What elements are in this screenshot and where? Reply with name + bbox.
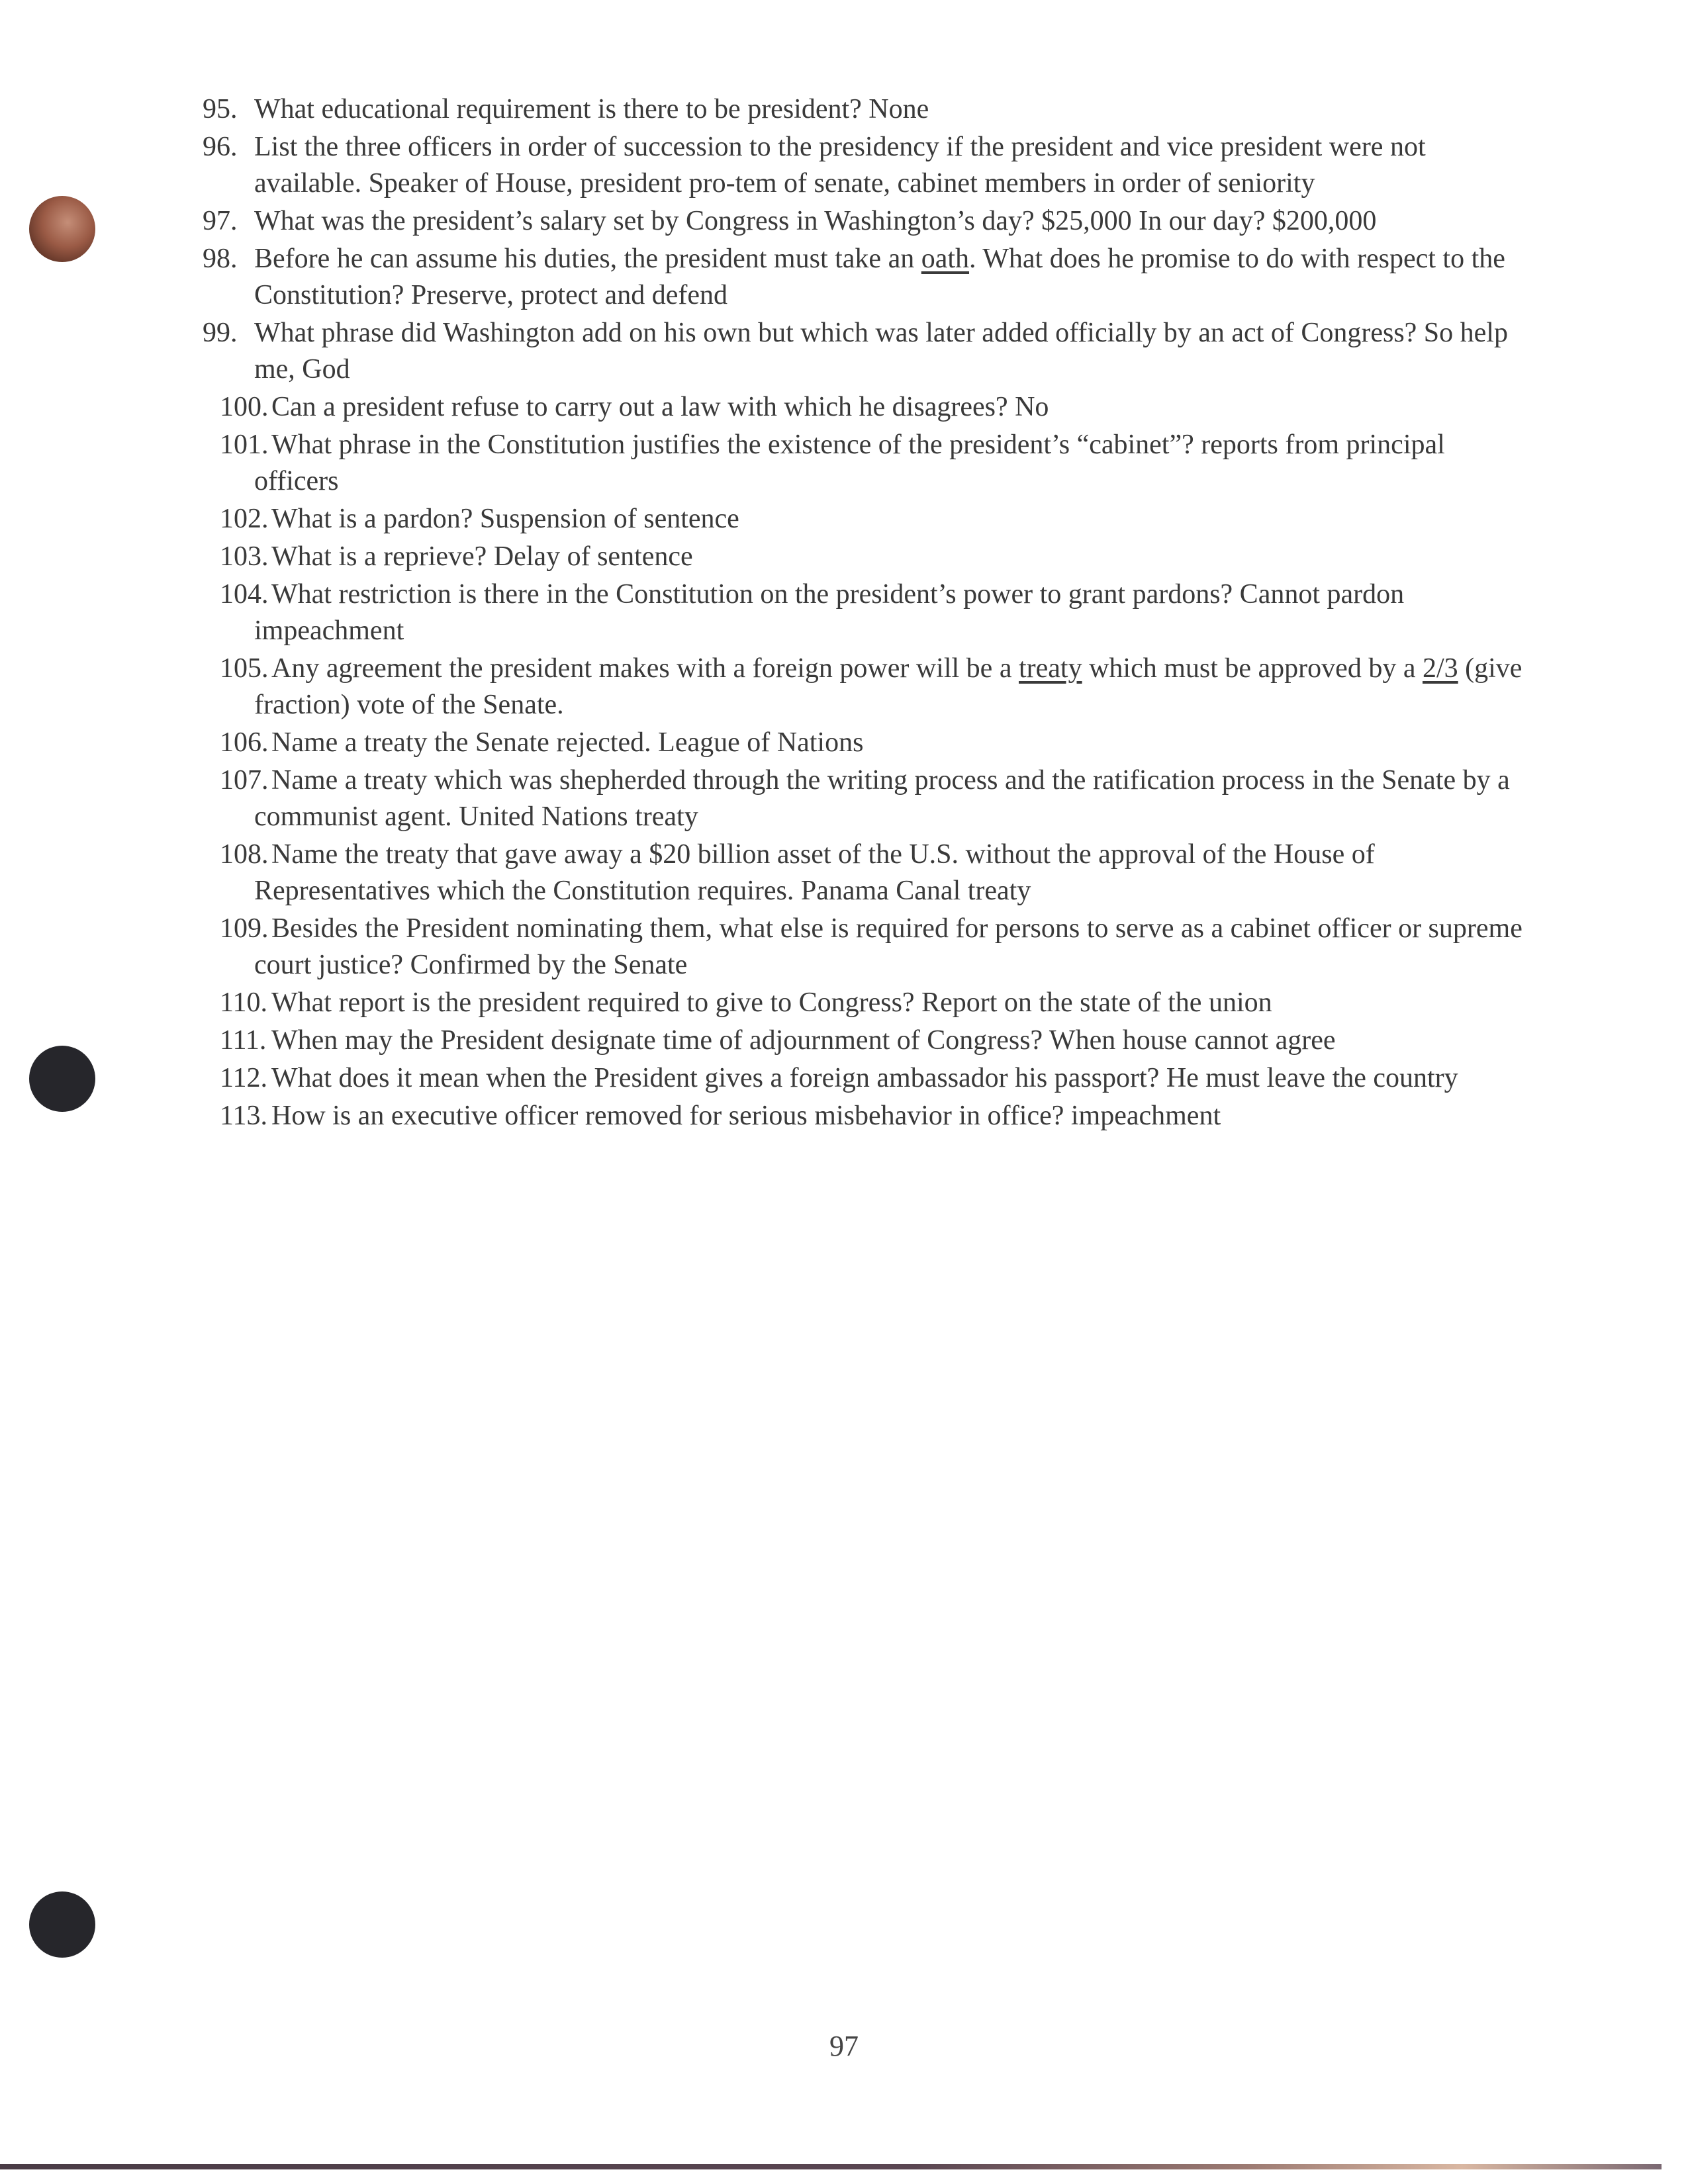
question-text	[271, 541, 693, 572]
question-text-run: When may the President designate time of adjournment of Congress? When house cannot agree	[271, 1025, 1336, 1056]
question-number: 99.	[203, 318, 238, 348]
underlined-answer: 2/3	[1422, 653, 1458, 684]
question-number: 112.	[220, 1063, 267, 1093]
question-text	[254, 430, 1445, 496]
question-text-run: What restriction is there in the Constitution on the president’s power to grant pardons? Cannot pardon impeachment	[254, 579, 1405, 646]
scan-bottom-edge	[0, 2164, 1662, 2169]
underlined-answer: oath	[921, 244, 970, 274]
question-number: 104.	[220, 579, 269, 610]
question-text-run: List the three officers in order of succession to the presidency if the president and vice president were not available. Speaker of House, president pro-tem of senate, cabinet members in order of seniority	[254, 132, 1426, 199]
punch-hole-top	[29, 196, 95, 262]
punch-hole-bottom	[29, 1891, 95, 1958]
page-number: 97	[829, 2030, 859, 2062]
question-text	[254, 206, 1376, 236]
question-text-run: What educational requirement is there to be president? None	[254, 94, 929, 124]
punch-hole-middle	[29, 1046, 95, 1112]
question-number: 109.	[220, 913, 269, 944]
question-number: 110.	[220, 987, 267, 1018]
question-list	[203, 91, 1526, 1136]
question-number: 97.	[203, 206, 238, 236]
question-number: 100.	[220, 392, 269, 422]
question-text-run: Any agreement the president makes with a foreign power will be a	[271, 653, 1019, 684]
question-text-run: (give fraction) vote of the Senate.	[254, 653, 1523, 720]
question-number: 98.	[203, 244, 238, 274]
question-text-run: Besides the President nominating them, what else is required for persons to serve as a cabinet officer or supreme court justice? Confirmed by the Senate	[254, 913, 1523, 980]
question-number: 106.	[220, 727, 269, 758]
question-number: 111.	[220, 1025, 267, 1056]
question-text	[271, 727, 863, 758]
question-text-run: What report is the president required to give to Congress? Report on the state of the union	[271, 987, 1272, 1018]
question-text-run: What phrase in the Constitution justifies the existence of the president’s “cabinet”? reports from principal officers	[254, 430, 1445, 496]
question-item	[203, 389, 1526, 426]
question-number: 105.	[220, 653, 269, 684]
question-item	[203, 985, 1526, 1021]
question-item	[203, 911, 1526, 983]
question-item	[203, 129, 1526, 202]
question-text	[254, 132, 1426, 199]
question-item	[203, 725, 1526, 761]
question-item	[203, 837, 1526, 909]
question-text-run: What phrase did Washington add on his own but which was later added officially by an act of Congress? So help me, God	[254, 318, 1508, 385]
question-text	[271, 987, 1272, 1018]
question-text	[254, 94, 929, 124]
question-text	[254, 765, 1510, 832]
question-text-run: What is a reprieve? Delay of sentence	[271, 541, 693, 572]
question-text-run: . What does he promise to do with respect to the Constitution? Preserve, protect and defend	[254, 244, 1505, 310]
question-item	[203, 315, 1526, 388]
question-text	[254, 653, 1522, 720]
question-item	[203, 576, 1526, 649]
question-text-run: What is a pardon? Suspension of sentence	[271, 504, 739, 534]
question-item	[203, 1023, 1526, 1059]
question-item	[203, 501, 1526, 537]
question-number: 95.	[203, 94, 238, 124]
question-item	[203, 539, 1526, 575]
question-item	[203, 1060, 1526, 1097]
question-number: 107.	[220, 765, 269, 796]
question-text-run: What does it mean when the President gives a foreign ambassador his passport? He must leave the country	[271, 1063, 1458, 1093]
question-text	[254, 839, 1375, 906]
question-number: 96.	[203, 132, 238, 162]
question-number: 108.	[220, 839, 269, 870]
question-item	[203, 762, 1526, 835]
question-text-run: Name the treaty that gave away a $20 billion asset of the U.S. without the approval of the House of Representatives which the Constitution requires. Panama Canal treaty	[254, 839, 1375, 906]
question-text	[254, 318, 1508, 385]
question-item	[203, 203, 1526, 240]
question-number: 102.	[220, 504, 269, 534]
question-text-run: What was the president’s salary set by Congress in Washington’s day? $25,000 In our day? $200,000	[254, 206, 1377, 236]
question-text-run: How is an executive officer removed for serious misbehavior in office? impeachment	[271, 1101, 1221, 1131]
question-text-run: which must be approved by a	[1082, 653, 1423, 684]
question-text	[271, 504, 739, 534]
question-text	[271, 1101, 1221, 1131]
question-item	[203, 241, 1526, 314]
question-text	[271, 1025, 1336, 1056]
question-text-run: Name a treaty which was shepherded through the writing process and the ratification process in the Senate by a communist agent. United Nations treaty	[254, 765, 1510, 832]
question-text	[254, 913, 1523, 980]
underlined-answer: treaty	[1018, 653, 1082, 684]
question-text	[254, 579, 1404, 646]
question-text	[271, 1063, 1458, 1093]
question-text-run: Before he can assume his duties, the president must take an	[254, 244, 921, 274]
question-item	[203, 91, 1526, 128]
question-item	[203, 1098, 1526, 1134]
question-item	[203, 427, 1526, 500]
question-number: 113.	[220, 1101, 267, 1131]
question-item	[203, 651, 1526, 723]
question-number: 101.	[220, 430, 269, 460]
question-text	[254, 244, 1505, 310]
question-text-run: Can a president refuse to carry out a law with which he disagrees? No	[271, 392, 1049, 422]
question-number: 103.	[220, 541, 269, 572]
question-text-run: Name a treaty the Senate rejected. League of Nations	[271, 727, 864, 758]
question-text	[271, 392, 1049, 422]
